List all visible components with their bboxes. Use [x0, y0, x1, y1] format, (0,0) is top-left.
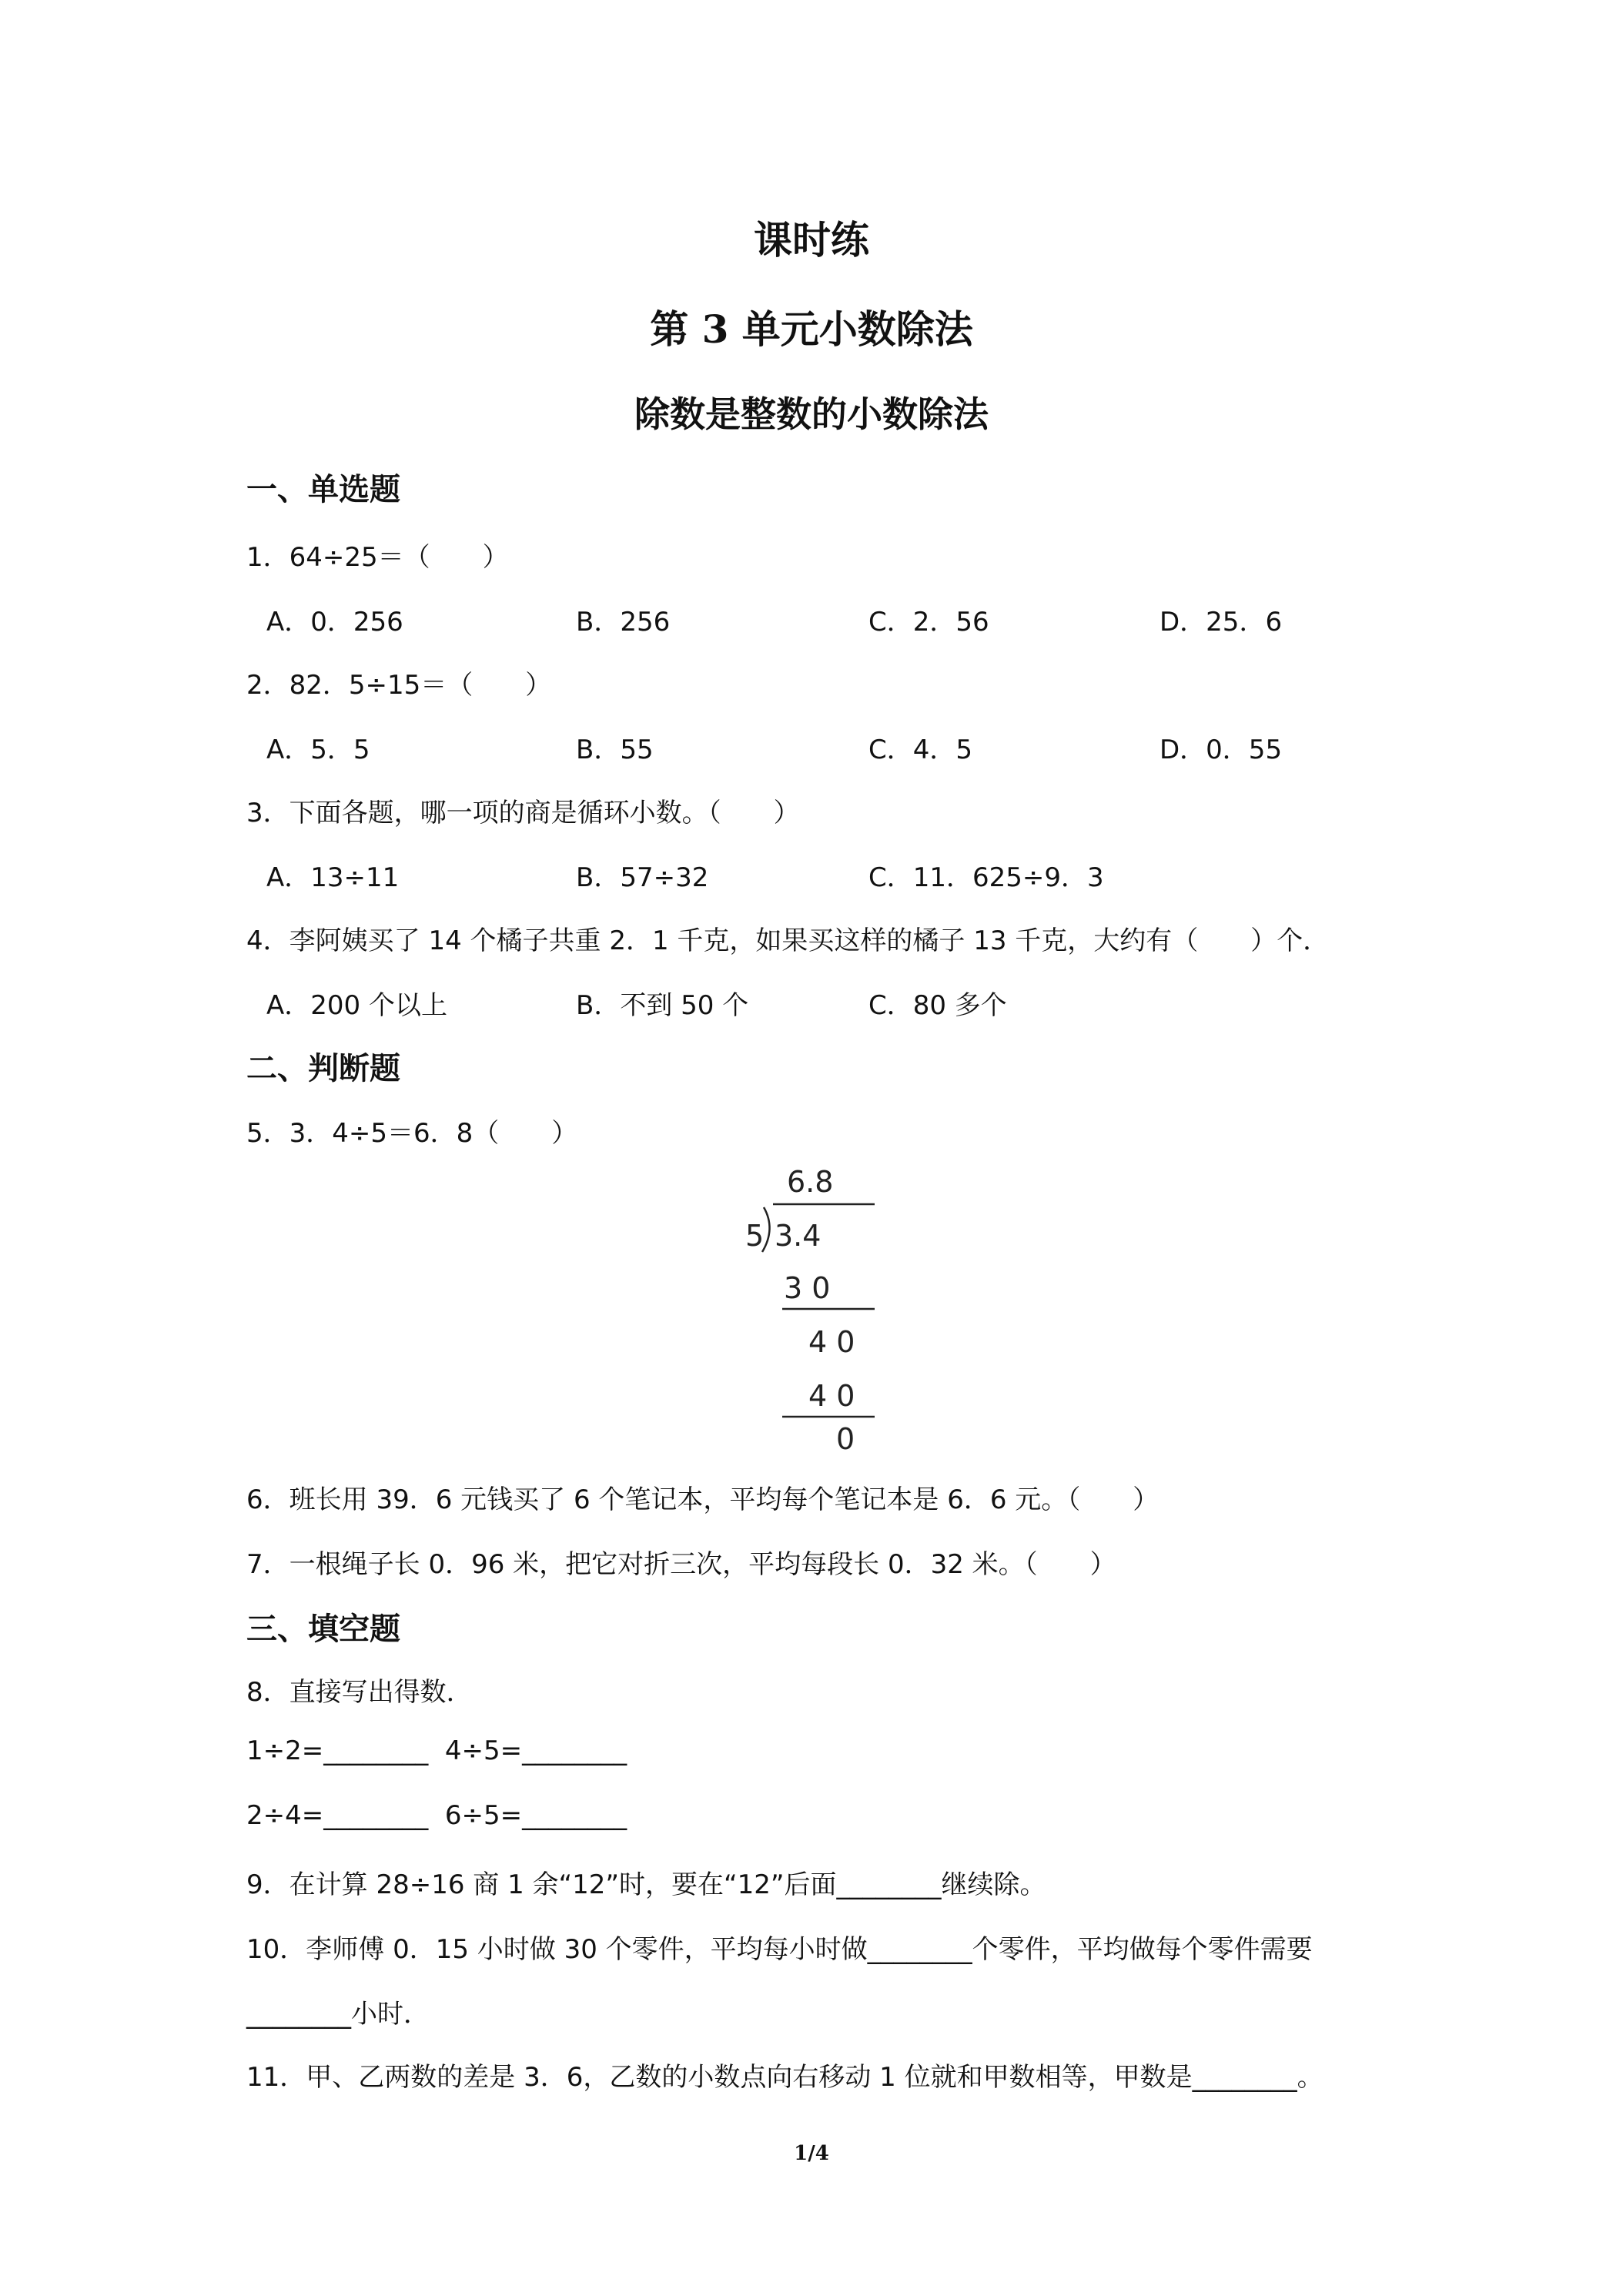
q2-option-d: D．0．55 [1160, 735, 1283, 765]
question-10: 10．李师傅 0．15 小时做 30 个零件，平均每小时做________个零件，平均做每个零件需要 [246, 1934, 1313, 1965]
question-3: 3．下面各题，哪一项的商是循环小数。（ ） [246, 798, 800, 828]
q1-option-d: D．25．6 [1160, 607, 1283, 638]
question-2: 2．82．5÷15＝（ ） [246, 670, 552, 701]
section-single-choice: 一、单选题 [246, 471, 400, 507]
question-1: 1．64÷25＝（ ） [246, 542, 509, 573]
q4-option-b: B．不到 50 个 [576, 990, 749, 1021]
q1-option-c: C．2．56 [868, 607, 989, 638]
q4-option-a: A．200 个以上 [266, 990, 447, 1021]
question-11: 11．甲、乙两数的差是 3．6，乙数的小数点向右移动 1 位就和甲数相等，甲数是________。 [246, 2062, 1323, 2093]
ld-remainder1: 4 0 [808, 1325, 855, 1359]
question-4: 4．李阿姨买了 14 个橘子共重 2．1 千克，如果买这样的橘子 13 千克，大约有（ ）个． [246, 925, 1330, 956]
ld-step2: 4 0 [808, 1379, 855, 1413]
ld-step1: 3 0 [784, 1271, 831, 1305]
q2-option-c: C．4．5 [868, 735, 973, 765]
q1-option-a: A．0．256 [266, 607, 403, 638]
ld-quotient: 6.8 [787, 1165, 834, 1199]
question-9: 9．在计算 28÷16 商 1 余“12”时，要在“12”后面________继续除。 [246, 1869, 1046, 1900]
q2-option-a: A．5．5 [266, 735, 370, 765]
section-fill-blank: 三、填空题 [246, 1611, 400, 1647]
ld-dividend: 3.4 [775, 1219, 822, 1253]
lesson-title: 除数是整数的小数除法 [634, 393, 989, 435]
question-7: 7．一根绳子长 0．96 米，把它对折三次，平均每段长 0．32 米。（ ） [246, 1549, 1116, 1580]
q8-line-2: 2÷4=________ 6÷5=________ [246, 1800, 627, 1831]
q3-option-c: C．11．625÷9．3 [868, 862, 1104, 893]
long-division-figure [739, 1155, 893, 1455]
page-number: 1/4 [794, 2142, 829, 2165]
section-true-false: 二、判断题 [246, 1050, 400, 1086]
unit-title: 第 3 单元小数除法 [650, 306, 973, 352]
q4-option-c: C．80 多个 [868, 990, 1007, 1021]
q3-option-a: A．13÷11 [266, 862, 400, 893]
q3-option-b: B．57÷32 [576, 862, 709, 893]
question-5: 5．3．4÷5＝6．8（ ） [246, 1118, 578, 1149]
question-6: 6．班长用 39．6 元钱买了 6 个笔记本，平均每个笔记本是 6．6 元。（ ） [246, 1484, 1160, 1515]
ld-remainder2: 0 [836, 1422, 855, 1455]
question-10-continued: ________小时． [246, 1999, 430, 2030]
question-8: 8．直接写出得数． [246, 1677, 473, 1708]
ld-divisor: 5 [745, 1219, 765, 1253]
q1-option-b: B．256 [576, 607, 671, 638]
q2-option-b: B．55 [576, 735, 654, 765]
q8-line-1: 1÷2=________ 4÷5=________ [246, 1735, 627, 1766]
page-title: 课时练 [754, 217, 869, 263]
